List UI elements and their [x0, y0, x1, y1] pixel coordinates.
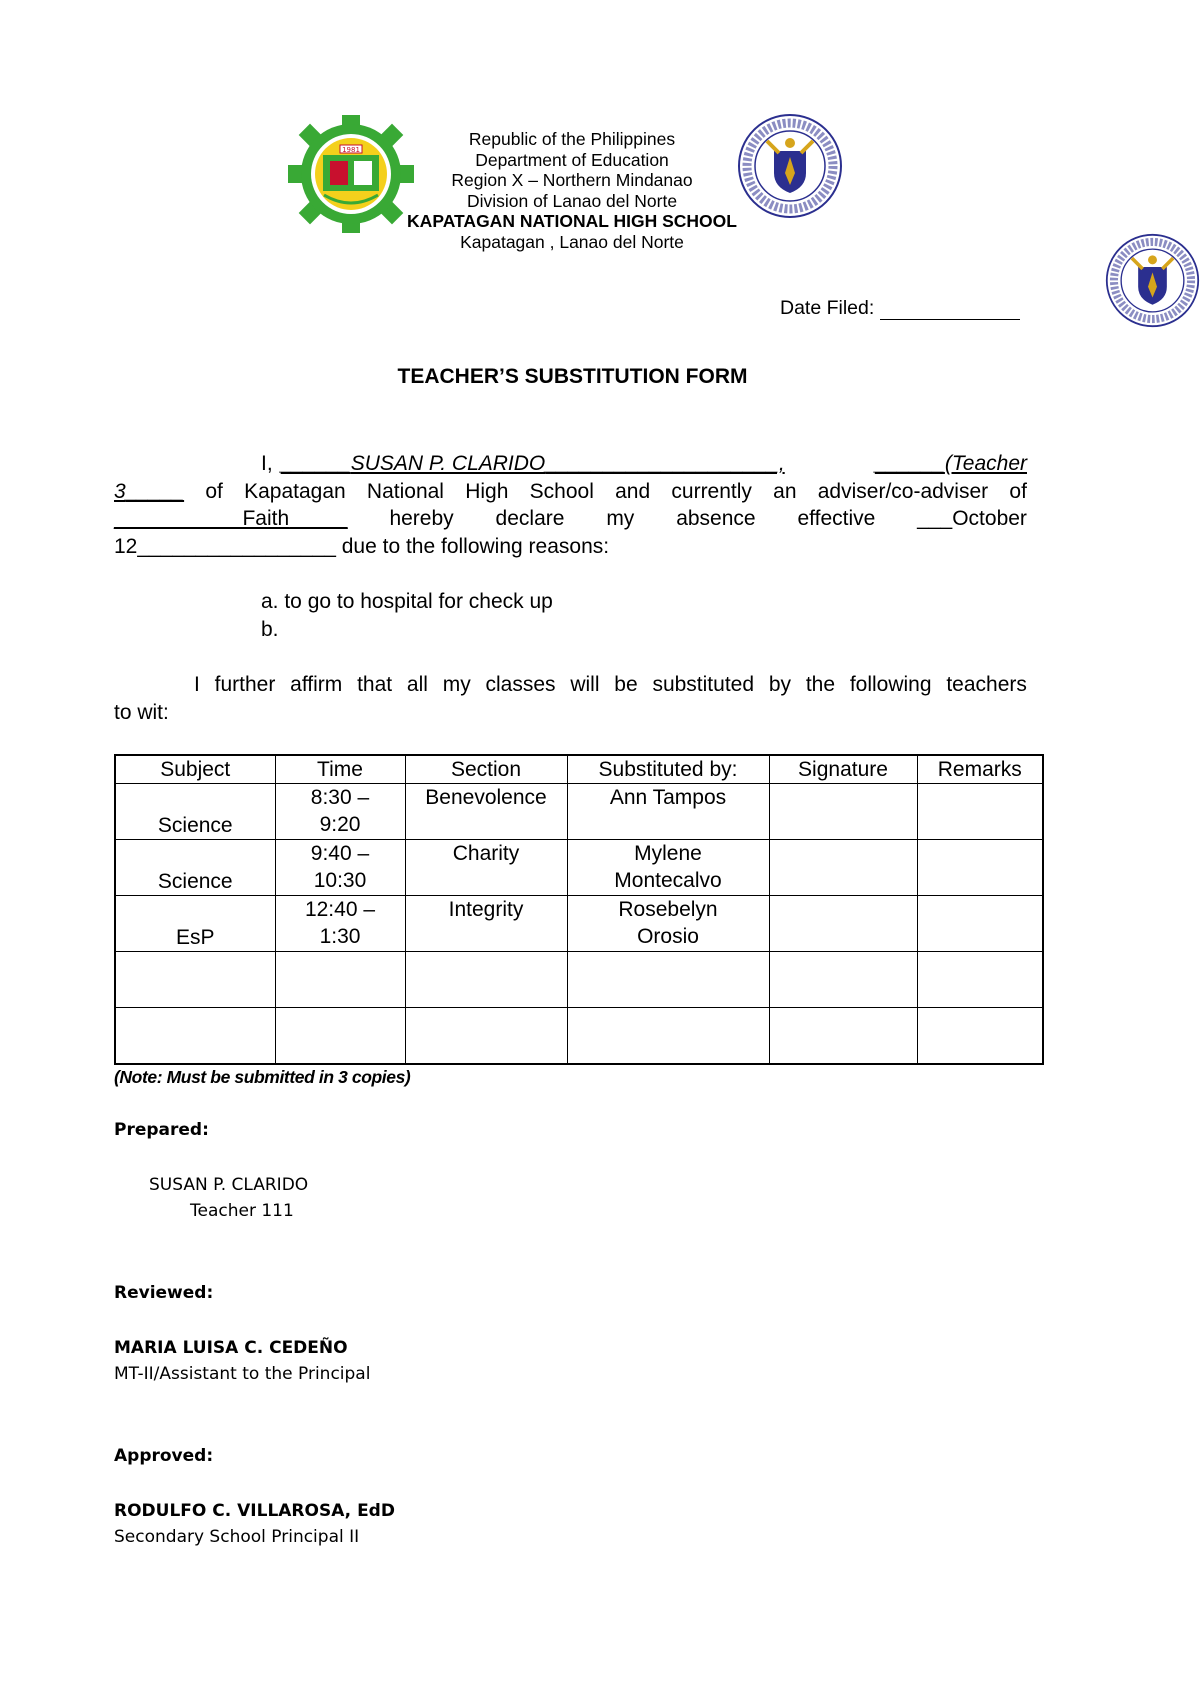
decl-word: an: [773, 479, 797, 503]
date-filed: [780, 297, 1020, 320]
absence-date-field[interactable]: ___October: [917, 507, 1027, 531]
cell-time: 9:40 – 10:30: [275, 840, 405, 896]
col-header-subject: Subject: [115, 755, 275, 784]
approved-title: Secondary School Principal II: [114, 1527, 360, 1547]
reason-item: b.: [261, 618, 279, 641]
cell-section: Charity: [405, 840, 567, 896]
submission-note: (Note: Must be submitted in 3 copies): [114, 1067, 411, 1087]
decl-text: due to the following reasons:: [341, 535, 610, 559]
affirm-paragraph: [114, 671, 1027, 726]
svg-text:1981: 1981: [342, 146, 360, 154]
substitution-table: [114, 754, 1044, 1065]
cell-time[interactable]: [275, 1008, 405, 1065]
affirm-word: by: [768, 673, 792, 696]
prepared-title: Teacher 111: [190, 1201, 294, 1221]
cell-section[interactable]: [405, 952, 567, 1008]
reviewed-title: MT-II/Assistant to the Principal: [114, 1364, 371, 1384]
table-row: [115, 1008, 1043, 1065]
cell-subject: EsP: [115, 896, 275, 952]
cell-time[interactable]: [275, 952, 405, 1008]
decl-word: and: [615, 479, 651, 503]
school-name: KAPATAGAN NATIONAL HIGH SCHOOL: [407, 211, 737, 231]
cell-section: Integrity: [405, 896, 567, 952]
cell-remarks[interactable]: [917, 840, 1043, 896]
header-line-republic: Republic of the Philippines: [468, 129, 676, 149]
date-filed-field[interactable]: [880, 301, 1020, 320]
cell-remarks[interactable]: [917, 1008, 1043, 1065]
col-header-time: Time: [275, 755, 405, 784]
affirm-word: substituted: [652, 673, 755, 696]
letterhead: [372, 129, 772, 252]
reasons-list: [261, 588, 553, 644]
affirm-word: classes: [485, 673, 556, 696]
col-header-signature: Signature: [769, 755, 917, 784]
teacher-name-field[interactable]: ______SUSAN P. CLARIDO____________________,: [280, 452, 785, 475]
cell-signature[interactable]: [769, 952, 917, 1008]
affirm-word: I: [194, 673, 200, 696]
cell-time: 8:30 – 9:20: [275, 784, 405, 840]
cell-time: 12:40 – 1:30: [275, 896, 405, 952]
affirm-line-2: to wit:: [114, 700, 169, 724]
affirm-word: further: [214, 673, 276, 696]
cell-substitute: Ann Tampos: [567, 784, 769, 840]
position-field[interactable]: ______(Teacher: [874, 452, 1027, 475]
cell-subject[interactable]: [115, 952, 275, 1008]
table-row: [115, 952, 1043, 1008]
cell-signature[interactable]: [769, 840, 917, 896]
table-row: [115, 840, 1043, 896]
school-address: Kapatagan , Lanao del Norte: [460, 231, 684, 252]
decl-word: hereby: [389, 507, 454, 531]
form-title: TEACHER’S SUBSTITUTION FORM: [397, 365, 748, 388]
cell-signature[interactable]: [769, 784, 917, 840]
cell-subject[interactable]: [115, 1008, 275, 1065]
decl-word: I,: [261, 452, 273, 475]
decl-word: adviser/co-adviser: [817, 479, 989, 503]
col-header-remarks: Remarks: [917, 755, 1043, 784]
cell-section[interactable]: [405, 1008, 567, 1065]
cell-signature[interactable]: [769, 1008, 917, 1065]
decl-word: currently: [671, 479, 752, 503]
decl-word: Kapatagan: [244, 479, 346, 503]
cell-substitute[interactable]: [567, 1008, 769, 1065]
affirm-word: will: [570, 673, 600, 696]
section-field[interactable]: ___________Faith_____: [114, 507, 348, 531]
affirm-word: that: [357, 673, 393, 696]
decl-word: of: [1009, 479, 1027, 503]
col-header-section: Section: [405, 755, 567, 784]
prepared-label: Prepared:: [114, 1120, 209, 1140]
decl-word: of: [205, 479, 223, 503]
decl-word: High: [465, 479, 509, 503]
cell-remarks[interactable]: [917, 896, 1043, 952]
table-row: [115, 896, 1043, 952]
affirm-word: following: [849, 673, 932, 696]
affirm-word: all: [406, 673, 428, 696]
position-field-cont[interactable]: 3_____: [114, 479, 185, 503]
cell-remarks[interactable]: [917, 784, 1043, 840]
decl-word: School: [529, 479, 594, 503]
declaration-paragraph: [114, 450, 1027, 561]
prepared-name: SUSAN P. CLARIDO: [149, 1175, 309, 1195]
cell-subject: Science: [115, 784, 275, 840]
cell-substitute[interactable]: [567, 952, 769, 1008]
header-line-region: Region X – Northern Mindanao: [451, 170, 693, 190]
cell-subject: Science: [115, 840, 275, 896]
deped-seal-small: [1105, 233, 1200, 328]
affirm-word: affirm: [290, 673, 343, 696]
header-line-department: Department of Education: [475, 149, 669, 170]
decl-word: effective: [797, 507, 876, 531]
cell-remarks[interactable]: [917, 952, 1043, 1008]
approved-label: Approved:: [114, 1446, 214, 1466]
decl-word: declare: [495, 507, 565, 531]
date-filed-label: Date Filed:: [780, 297, 875, 319]
reviewed-label: Reviewed:: [114, 1283, 214, 1303]
col-header-substituted-by: Substituted by:: [567, 755, 769, 784]
affirm-word: be: [614, 673, 638, 696]
table-header-row: [115, 755, 1043, 784]
cell-substitute: Rosebelyn Orosio: [567, 896, 769, 952]
reason-item: a. to go to hospital for check up: [261, 590, 553, 613]
affirm-word: my: [442, 673, 471, 696]
absence-date-field-cont[interactable]: 12_________________: [114, 535, 336, 559]
header-line-division: Division of Lanao del Norte: [466, 190, 678, 211]
reviewed-name: MARIA LUISA C. CEDEÑO: [114, 1338, 348, 1358]
table-row: [115, 784, 1043, 840]
decl-word: my: [606, 507, 635, 531]
approved-name: RODULFO C. VILLAROSA, EdD: [114, 1501, 395, 1521]
decl-word: National: [366, 479, 444, 503]
affirm-word: the: [805, 673, 836, 696]
cell-substitute: Mylene Montecalvo: [567, 840, 769, 896]
cell-signature[interactable]: [769, 896, 917, 952]
affirm-word: teachers: [946, 673, 1027, 696]
decl-word: absence: [676, 507, 756, 531]
cell-section: Benevolence: [405, 784, 567, 840]
